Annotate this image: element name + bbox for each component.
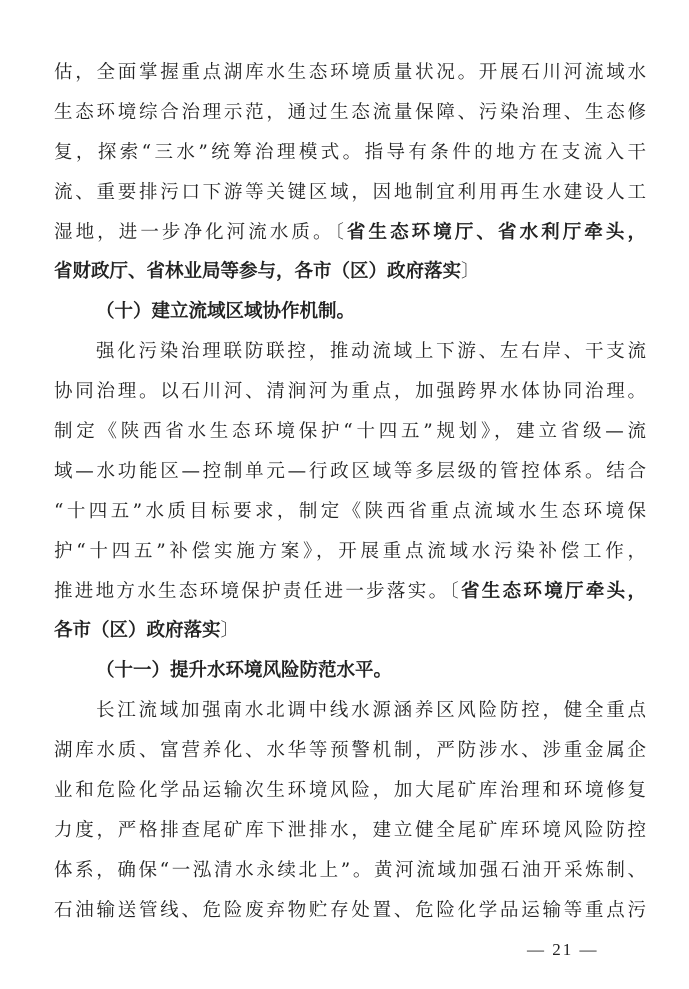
line-text: 制定《陕西省水生态环境保护“十四五”规划》，建立省级—流 — [54, 421, 646, 443]
text-line — [54, 851, 646, 891]
line-text: 复，探索“三水”统筹治理模式。指导有条件的地方在支流入干 — [54, 141, 646, 163]
line-text: 生态环境综合治理示范，通过生态流量保障、污染治理、生态修 — [54, 101, 646, 123]
text-line — [54, 771, 646, 811]
line-text: 长江流域加强南水北调中线水源涵养区风险防控，健全重点 — [96, 700, 646, 722]
line-text: 流、重要排污口下游等关键区域，因地制宜利用再生水建设人工 — [54, 181, 646, 203]
bold-text: 省财政厅、省林业局等参与，各市（区）政府落实 — [54, 261, 462, 283]
bold-text: （十一）提升水环境风险防范水平。 — [96, 660, 393, 682]
text-line — [54, 133, 646, 173]
section-heading — [54, 651, 646, 691]
text-line — [54, 173, 646, 213]
text-line — [54, 492, 646, 532]
closing-bracket: 〕 — [461, 261, 480, 283]
text-line — [54, 53, 646, 93]
line-text: 护“十四五”补偿实施方案》，开展重点流域水污染补偿工作， — [54, 540, 646, 562]
bold-text: （十）建立流域区域协作机制。 — [96, 301, 356, 323]
line-text: 强化污染治理联防联控，推动流域上下游、左右岸、干支流 — [96, 341, 646, 363]
line-text: “十四五”水质目标要求，制定《陕西省重点流域水生态环境保 — [54, 500, 646, 522]
bold-text: 各市（区）政府落实 — [54, 620, 221, 642]
bold-text: 省生态环境厅、省水利厅牵头， — [346, 221, 646, 243]
page-number: — 21 — — [527, 940, 599, 959]
document-body — [54, 53, 646, 931]
text-line — [54, 252, 646, 292]
text-line — [54, 213, 646, 253]
line-text: 业和危险化学品运输次生环境风险，加大尾矿库治理和环境修复 — [54, 780, 646, 802]
text-line — [54, 891, 646, 931]
line-text: 推进地方水生态环境保护责任进一步落实。〔 — [54, 580, 461, 602]
line-text: 湿地，进一步净化河流水质。〔 — [54, 221, 347, 243]
text-line — [54, 93, 646, 133]
text-line — [54, 532, 646, 572]
line-text: 域—水功能区—控制单元—行政区域等多层级的管控体系。结合 — [54, 460, 646, 482]
line-text: 协同治理。以石川河、清涧河为重点，加强跨界水体协同治理。 — [54, 381, 646, 403]
text-line — [54, 611, 646, 651]
line-text: 湖库水质、富营养化、水华等预警机制，严防涉水、涉重金属企 — [54, 740, 646, 762]
line-text: 估，全面掌握重点湖库水生态环境质量状况。开展石川河流域水 — [54, 62, 646, 83]
text-line — [54, 811, 646, 851]
line-text: 体系，确保“一泓清水永续北上”。黄河流域加强石油开采炼制、 — [54, 859, 646, 881]
section-heading — [54, 292, 646, 332]
text-line — [54, 372, 646, 412]
bold-text: 省生态环境厅牵头， — [460, 580, 646, 602]
line-text: 力度，严格排查尾矿库下泄排水，建立健全尾矿库环境风险防控 — [54, 819, 646, 841]
text-line — [54, 572, 646, 612]
text-line — [54, 332, 646, 372]
text-line — [54, 412, 646, 452]
text-line — [54, 731, 646, 771]
text-line — [54, 691, 646, 731]
text-line — [54, 452, 646, 492]
closing-bracket: 〕 — [220, 620, 240, 642]
line-text: 石油输送管线、危险废弃物贮存处置、危险化学品运输等重点污 — [54, 899, 646, 921]
